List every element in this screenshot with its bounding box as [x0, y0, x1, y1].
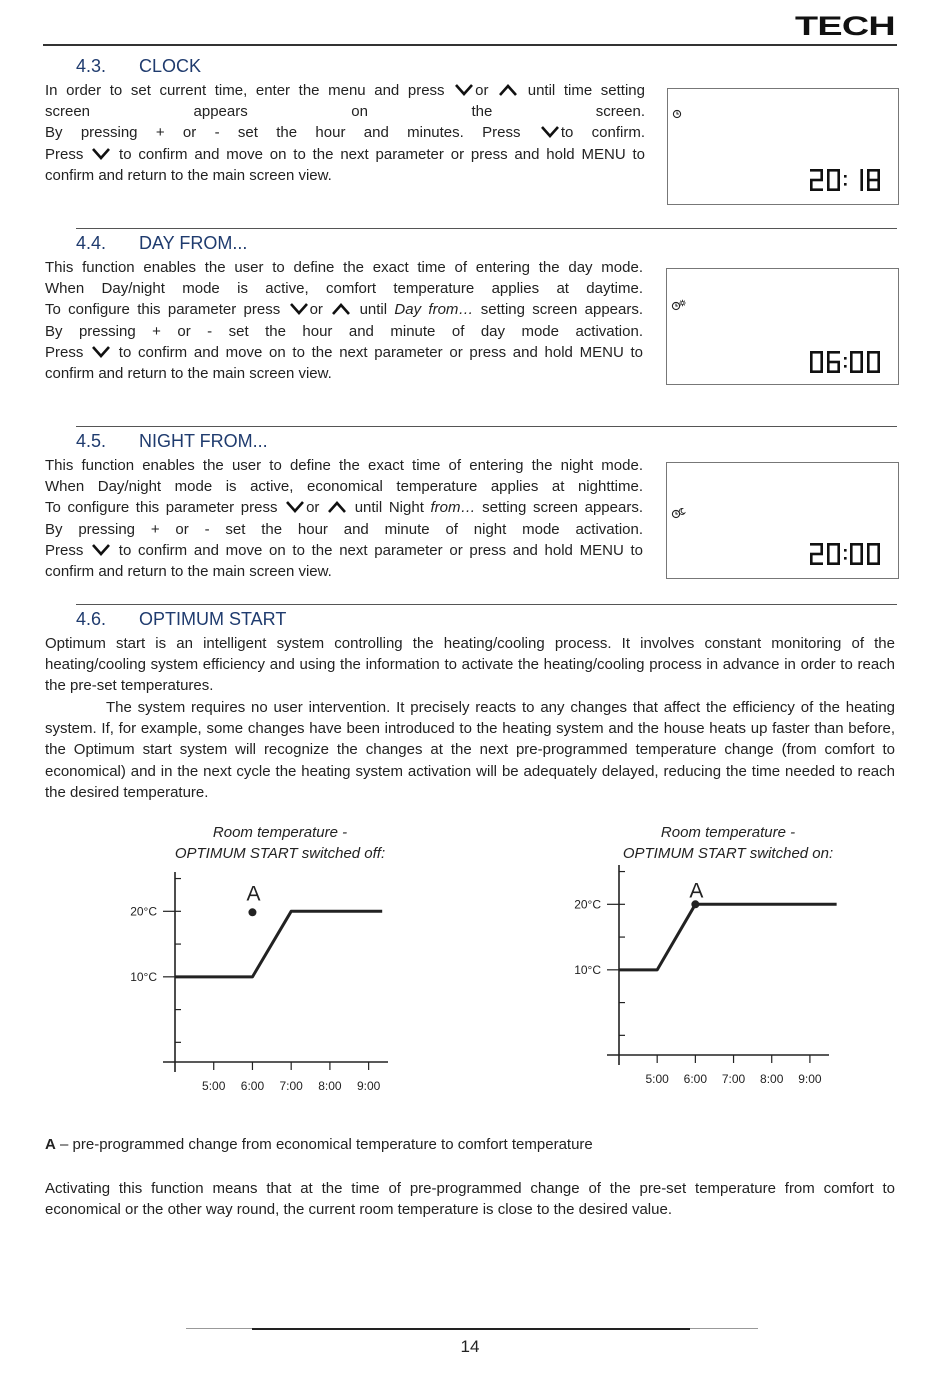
- chart-optimum-on: [545, 860, 865, 1100]
- x-tick-label: 8:00: [760, 1072, 784, 1086]
- lcd-time-value: [809, 543, 882, 566]
- x-tick-label: 6:00: [683, 1072, 708, 1086]
- text-line: This function enables the user to define the exact time of entering the day mode.: [45, 259, 643, 276]
- footer-rule-dark: [252, 1328, 690, 1330]
- temperature-line: [619, 904, 837, 970]
- tech-logo: [795, 14, 895, 38]
- text-line: screen appears on the screen.: [45, 103, 645, 121]
- marker-label: A: [689, 879, 704, 903]
- text-line: By pressing + or - set the hour and minute of day mode activation.: [45, 322, 643, 340]
- chevron-up-icon: [497, 83, 519, 97]
- text-line: confirm and return to the main screen view.: [45, 365, 332, 383]
- text-line: This function enables the user to define the exact time of entering the night mode.: [45, 457, 643, 474]
- x-tick-label: 8:00: [318, 1079, 342, 1093]
- section-body-day-from: [45, 257, 643, 384]
- marker-legend: A – pre-programmed change from economical temperature to comfort temperature: [45, 1136, 593, 1153]
- chevron-down-icon: [288, 302, 310, 316]
- x-tick-label: 7:00: [279, 1079, 303, 1093]
- chart-title-on: Room temperature - OPTIMUM START switched on:: [622, 824, 834, 862]
- section-heading-day-from: 4.4. DAY FROM...: [76, 233, 248, 253]
- marker-label: A: [246, 882, 261, 906]
- text-line: Press to confirm and move on to the next parameter or press and hold MENU to: [45, 145, 645, 163]
- lcd-display-clock: [667, 88, 899, 205]
- text-line: confirm and return to the main screen view.: [45, 563, 332, 581]
- clock-icon: [672, 107, 688, 126]
- chevron-down-icon: [284, 500, 306, 514]
- y-tick-label: 10°C: [130, 969, 157, 984]
- x-tick-label: 7:00: [721, 1072, 746, 1086]
- lcd-time-value: [809, 351, 882, 374]
- y-tick-label: 10°C: [574, 962, 601, 977]
- text-line: When Day/night mode is active, comfort temperature applies at daytime.: [45, 280, 643, 298]
- optimum-paragraph-3: Activating this function means that at the time of pre-programmed change of the pre-set temperature from comfort to economical or the other way round, the current room temperature is close to the desired value.: [45, 1180, 895, 1219]
- section-heading-clock: 4.3. CLOCK: [76, 56, 202, 76]
- clock-sun-icon: [671, 299, 687, 318]
- clock-moon-icon: [671, 507, 687, 526]
- section-body-night-from: [45, 455, 643, 582]
- section-separator: [76, 426, 897, 427]
- text-line: In order to set current time, enter the menu and press or until time setting: [45, 82, 645, 99]
- y-tick-label: 20°C: [130, 904, 157, 919]
- chevron-down-icon: [453, 83, 475, 97]
- text-line: By pressing + or - set the hour and minute of night mode activation.: [45, 520, 643, 538]
- optimum-paragraph-1: Optimum start is an intelligent system controlling the heating/cooling process. It involves constant monitoring of the heating/cooling system efficiency and using the information to activate the heating/cooling process in advance in order to reach the pre-set temperatures.: [45, 635, 895, 695]
- chevron-down-icon: [90, 345, 112, 359]
- chevron-down-icon: [90, 147, 112, 161]
- text-line: Press to confirm and move on to the next parameter or press and hold MENU to: [45, 343, 643, 361]
- section-separator: [76, 604, 897, 605]
- chart-title-off: Room temperature - OPTIMUM START switched off:: [174, 824, 386, 862]
- x-tick-label: 5:00: [202, 1079, 226, 1093]
- chevron-up-icon: [330, 302, 352, 316]
- section-body-clock: [45, 80, 645, 186]
- header-rule: [43, 44, 897, 46]
- text-line: To configure this parameter press or until Night from… setting screen appears.: [45, 499, 643, 517]
- chevron-down-icon: [539, 125, 561, 139]
- x-tick-label: 5:00: [645, 1072, 669, 1086]
- text-line: By pressing + or - set the hour and minutes. Press to confirm.: [45, 124, 645, 142]
- lcd-time-value: [809, 169, 882, 192]
- chevron-down-icon: [90, 543, 112, 557]
- x-tick-label: 6:00: [240, 1079, 265, 1093]
- y-tick-label: 20°C: [574, 897, 601, 912]
- optimum-paragraph-2: The system requires no user intervention. It precisely reacts to any changes that affect the efficiency of the heating system. If, for example, some changes have been introduced to the heating system and the house heats up faster than before, the Optimum start system will recognize the changes at the next pre-programmed temperature change (from comfort to economical) and in the next cycle the heating system activation will be adequately delayed, reducing the time needed to reach the desired temperature.: [45, 699, 895, 801]
- text-line: confirm and return to the main screen view.: [45, 166, 332, 184]
- text-line: To configure this parameter press or until Day from… setting screen appears.: [45, 301, 644, 319]
- marker-point: [248, 908, 256, 916]
- section-heading-optimum-start: 4.6. OPTIMUM START: [76, 609, 287, 629]
- logo-text: TECH: [795, 14, 895, 38]
- text-line: When Day/night mode is active, economical temperature applies at nighttime.: [45, 478, 643, 496]
- text-line: Press to confirm and move on to the next parameter or press and hold MENU to: [45, 541, 643, 559]
- page-number: 14: [460, 1337, 480, 1356]
- x-tick-label: 9:00: [798, 1072, 822, 1086]
- chevron-up-icon: [326, 500, 348, 514]
- section-heading-night-from: 4.5. NIGHT FROM...: [76, 431, 268, 451]
- chart-optimum-off: [100, 860, 420, 1100]
- temperature-line: [175, 911, 382, 977]
- lcd-display-day-from: [666, 268, 899, 385]
- x-tick-label: 9:00: [356, 1079, 381, 1093]
- lcd-display-night-from: [666, 462, 899, 579]
- section-separator: [76, 228, 897, 229]
